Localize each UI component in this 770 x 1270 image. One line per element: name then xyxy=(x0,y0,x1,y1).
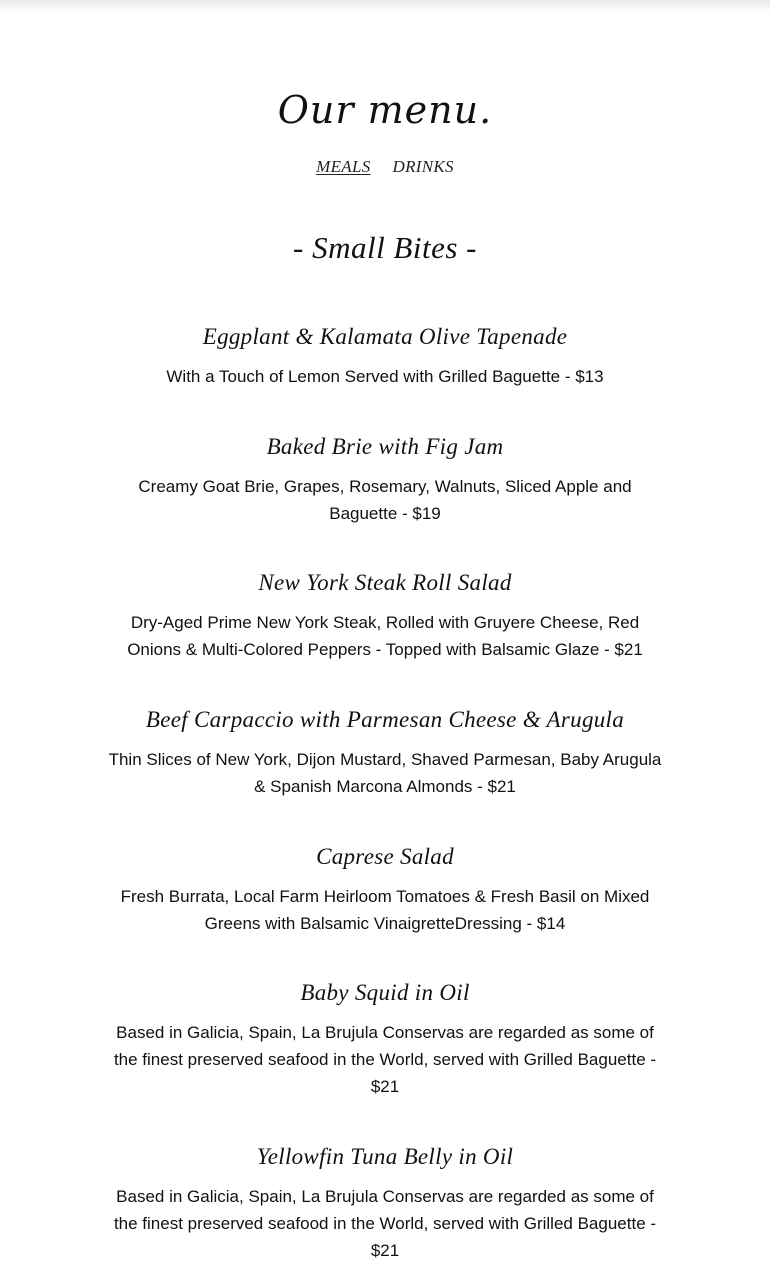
menu-item xyxy=(105,432,665,527)
menu-item-description: Thin Slices of New York, Dijon Mustard, Shaved Parmesan, Baby Arugula & Spanish Marcona Almonds - $21 xyxy=(108,750,662,796)
menu-item-description: Dry-Aged Prime New York Steak, Rolled with Gruyere Cheese, Red Onions & Multi-Colored Peppers - Topped with Balsamic Glaze - $21 xyxy=(127,613,643,659)
menu-item-name: Caprese Salad xyxy=(316,844,454,869)
menu-item-name: New York Steak Roll Salad xyxy=(258,570,512,595)
menu-item-description: Based in Galicia, Spain, La Brujula Conservas are regarded as some of the finest preserved seafood in the World, served with Grilled Baguette - $21 xyxy=(113,1023,657,1096)
tab-meals[interactable]: MEALS xyxy=(316,157,371,176)
menu-item xyxy=(105,322,665,390)
menu-item-name: Eggplant & Kalamata Olive Tapenade xyxy=(202,324,568,349)
menu-item xyxy=(105,705,665,800)
section-title-small-bites: - Small Bites - xyxy=(293,230,477,265)
menu-item-description: Fresh Burrata, Local Farm Heirloom Tomatoes & Fresh Basil on Mixed Greens with Balsamic VinaigretteDressing - $14 xyxy=(120,887,650,933)
menu-item-name: Yellowfin Tuna Belly in Oil xyxy=(256,1144,514,1169)
menu-item xyxy=(105,1142,665,1264)
menu-item xyxy=(105,978,665,1100)
menu-item xyxy=(105,842,665,937)
tab-drinks[interactable]: DRINKS xyxy=(392,157,454,176)
menu-item-name: Baked Brie with Fig Jam xyxy=(266,434,504,459)
page-title: Our menu. xyxy=(277,88,493,132)
menu-item-name: Beef Carpaccio with Parmesan Cheese & Arugula xyxy=(145,707,625,732)
menu-item-description: Creamy Goat Brie, Grapes, Rosemary, Walnuts, Sliced Apple and Baguette - $19 xyxy=(138,477,632,523)
menu-tabs xyxy=(0,156,770,180)
header-shadow xyxy=(0,0,770,14)
menu-item-name: Baby Squid in Oil xyxy=(300,980,470,1005)
menu-item xyxy=(105,568,665,663)
menu-item-description: With a Touch of Lemon Served with Grilled Baguette - $13 xyxy=(166,367,604,386)
menu-item-description: Based in Galicia, Spain, La Brujula Conservas are regarded as some of the finest preserved seafood in the World, served with Grilled Baguette - $21 xyxy=(113,1187,657,1260)
